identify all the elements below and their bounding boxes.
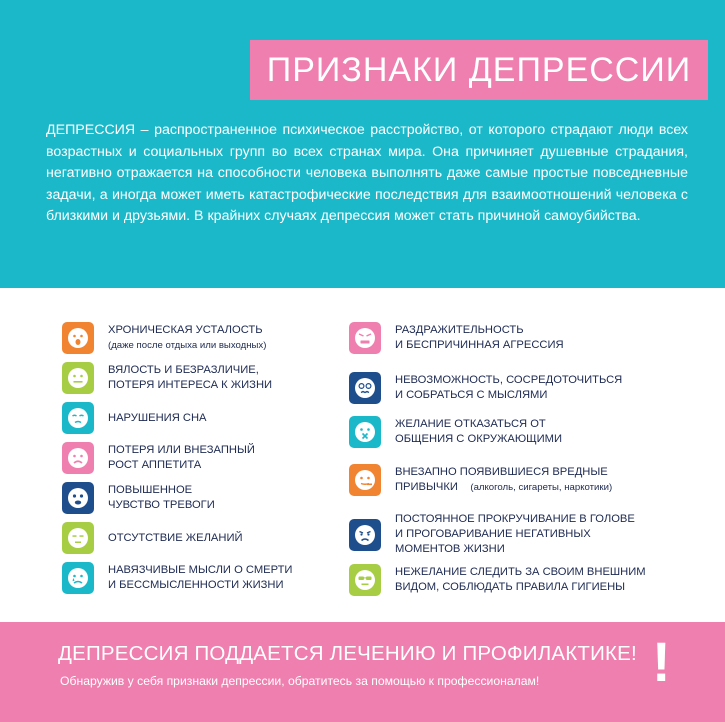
symptom-label: РОСТ АППЕТИТА <box>108 459 202 471</box>
symptom-item <box>349 512 635 557</box>
symptom-label: И СОБРАТЬСЯ С МЫСЛЯМИ <box>395 389 548 401</box>
symptom-item <box>62 562 292 594</box>
symptom-label: ВИДОМ, СОБЛЮДАТЬ ПРАВИЛА ГИГИЕНЫ <box>395 581 626 593</box>
symptom-label: ПРИВЫЧКИ <box>395 481 458 493</box>
symptom-item <box>349 564 646 596</box>
symptom-label: ВНЕЗАПНО ПОЯВИВШИЕСЯ ВРЕДНЫЕ <box>395 466 608 478</box>
symptom-label: ЧУВСТВО ТРЕВОГИ <box>108 499 215 511</box>
symptom-label: ХРОНИЧЕСКАЯ УСТАЛОСТЬ <box>108 324 263 336</box>
symptom-note: (даже после отдыха или выходных) <box>108 340 267 351</box>
symptom-label: НЕЖЕЛАНИЕ СЛЕДИТЬ ЗА СВОИМ ВНЕШНИМ <box>395 566 646 578</box>
symptom-label: НАВЯЗЧИВЫЕ МЫСЛИ О СМЕРТИ <box>108 564 293 576</box>
symptom-label: НЕВОЗМОЖНОСТЬ, СОСРЕДОТОЧИТЬСЯ <box>395 374 623 386</box>
symptom-item <box>62 402 207 434</box>
symptom-item <box>62 442 255 474</box>
symptom-label: МОМЕНТОВ ЖИЗНИ <box>395 543 505 555</box>
symptom-label: И БЕССМЫСЛЕННОСТИ ЖИЗНИ <box>108 579 284 591</box>
symptom-label: И ПРОГОВАРИВАНИЕ НЕГАТИВНЫХ <box>395 528 591 540</box>
symptoms-section <box>0 288 725 622</box>
exclamation-mark: ! <box>652 630 671 693</box>
worried-face-icon <box>349 519 381 551</box>
symptom-label: ПОТЕРЯ ИНТЕРЕСА К ЖИЗНИ <box>108 379 273 391</box>
symptom-label: ПОСТОЯННОЕ ПРОКРУЧИВАНИЕ В ГОЛОВЕ <box>395 513 635 525</box>
angry-face-icon <box>349 322 381 354</box>
anxious-face-icon <box>62 482 94 514</box>
symptom-item <box>349 322 564 354</box>
intro-text: ДЕПРЕССИЯ – распространенное психическое расстройство, от которого страдают люди всех возрастных и социальных групп во всех странах мира. Она причиняет душевные страдания, негативно отражается на способности человека выполнять даже самые простые повседневные задачи, а иногда может иметь катастрофические последствия для взаимоотношений человека с близкими и друзьями. В крайних случаях депрессия может стать причиной самоубийства. <box>46 122 688 225</box>
symptom-label: РАЗДРАЖИТЕЛЬНОСТЬ <box>395 324 524 336</box>
symptom-item <box>349 416 562 448</box>
footer-subtitle: Обнаружив у себя признаки депрессии, обратитесь за помощью к профессионалам! <box>60 674 540 688</box>
symptom-label: ПОТЕРЯ ИЛИ ВНЕЗАПНЫЙ <box>108 444 255 456</box>
symptom-item <box>62 362 272 394</box>
symptom-item <box>349 464 612 496</box>
blank-face-icon <box>62 522 94 554</box>
symptom-label: ОТСУТСТВИЕ ЖЕЛАНИЙ <box>108 531 243 544</box>
page-title: ПРИЗНАКИ ДЕПРЕССИИ <box>266 50 692 89</box>
symptom-item <box>349 372 622 404</box>
symptom-label: ПОВЫШЕННОЕ <box>108 484 193 496</box>
symptom-label: НАРУШЕНИЯ СНА <box>108 411 207 424</box>
symptom-item <box>62 482 215 514</box>
symptom-note: (алкоголь, сигареты, наркотики) <box>470 482 613 493</box>
sunglasses-face-icon <box>349 564 381 596</box>
footer-section <box>0 622 725 722</box>
neutral-face-icon <box>62 362 94 394</box>
symptom-label: И БЕСПРИЧИННАЯ АГРЕССИЯ <box>395 339 564 351</box>
smoking-face-icon <box>349 464 381 496</box>
confused-face-icon <box>349 372 381 404</box>
sad-face-icon <box>62 442 94 474</box>
symptom-item <box>62 522 243 554</box>
header-section <box>0 0 725 288</box>
tired-face-icon <box>62 322 94 354</box>
footer-title: ДЕПРЕССИЯ ПОДДАЕТСЯ ЛЕЧЕНИЮ И ПРОФИЛАКТИКЕ! <box>58 642 637 665</box>
symptom-item <box>62 322 266 354</box>
sleepy-face-icon <box>62 402 94 434</box>
crying-face-icon <box>62 562 94 594</box>
title-banner <box>250 40 708 100</box>
muted-face-icon <box>349 416 381 448</box>
symptom-label: ОБЩЕНИЯ С ОКРУЖАЮЩИМИ <box>395 433 563 445</box>
symptom-label: ВЯЛОСТЬ И БЕЗРАЗЛИЧИЕ, <box>108 364 259 376</box>
symptom-label: ЖЕЛАНИЕ ОТКАЗАТЬСЯ ОТ <box>395 418 546 430</box>
